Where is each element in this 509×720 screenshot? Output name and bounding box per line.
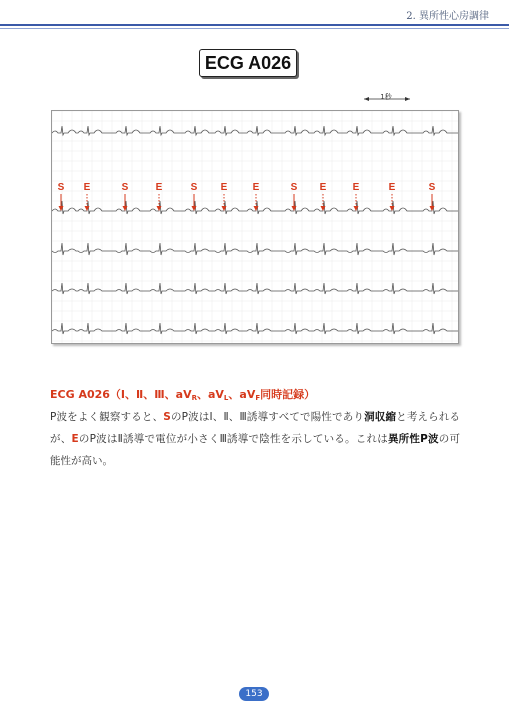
body-text-2: のP波はⅠ、Ⅱ、Ⅲ誘導すべてで陽性であり xyxy=(170,411,365,423)
marker-label-s: S xyxy=(290,182,298,193)
body-text-5: の可能性が高い。 xyxy=(50,433,461,467)
figure-caption xyxy=(50,386,315,402)
caption-mid1: 、aV xyxy=(196,388,224,401)
header-section-title: 2. 異所性心房調律 xyxy=(406,11,489,22)
caption-prefix: ECG A026（Ⅰ、Ⅱ、Ⅲ、aV xyxy=(50,388,192,401)
e-mark: E xyxy=(71,433,79,445)
marker-label-e: E xyxy=(388,182,396,193)
bold-term-1: 洞収縮 xyxy=(364,411,397,423)
ecg-lead-trace-1 xyxy=(52,126,458,135)
page-title: ECG A026 xyxy=(199,49,297,77)
marker-label-e: E xyxy=(83,182,91,193)
marker-label-e: E xyxy=(155,182,163,193)
body-text-4: のP波はⅡ誘導で電位が小さくⅢ誘導で陰性を示している。これは xyxy=(78,433,388,445)
marker-label-e: E xyxy=(319,182,327,193)
marker-label-e: E xyxy=(220,182,228,193)
header-rule-thin xyxy=(0,28,509,29)
marker-label-e: E xyxy=(352,182,360,193)
marker-label-s: S xyxy=(57,182,65,193)
caption-suffix: 同時記録） xyxy=(260,388,316,401)
marker-label-e: E xyxy=(252,182,260,193)
caption-sub-l: L xyxy=(223,394,229,402)
ecg-trace-svg xyxy=(52,111,458,343)
marker-label-s: S xyxy=(428,182,436,193)
body-text-1: P波をよく観察すると、 xyxy=(50,411,164,423)
page-number: 153 xyxy=(239,687,269,701)
ecg-lead-trace-3 xyxy=(52,243,458,255)
s-mark: S xyxy=(163,411,171,423)
marker-label-s: S xyxy=(190,182,198,193)
caption-mid2: 、aV xyxy=(228,388,256,401)
ecg-lead-trace-4 xyxy=(52,283,458,294)
ecg-strip xyxy=(51,110,459,344)
ecg-lead-trace-5 xyxy=(52,323,458,334)
caption-sub-f: F xyxy=(255,394,261,402)
bold-term-2: 異所性P波 xyxy=(387,433,439,445)
caption-sub-r: R xyxy=(191,394,197,402)
body-paragraph xyxy=(50,406,460,472)
body-text-3: と考えられるが、 xyxy=(50,411,461,445)
marker-label-s: S xyxy=(121,182,129,193)
header-rule xyxy=(0,24,509,26)
scale-label: 1秒 xyxy=(380,93,392,101)
